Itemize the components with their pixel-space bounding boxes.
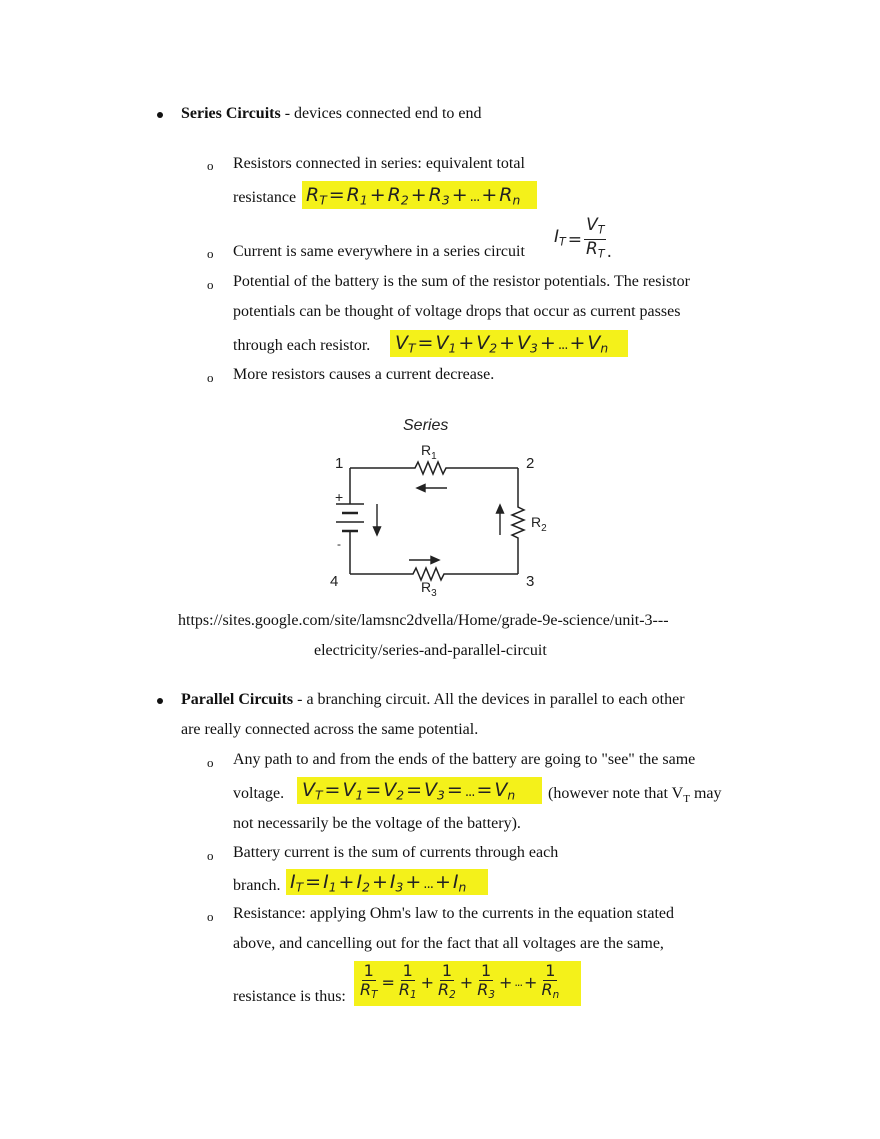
parallel-item2-line2: branch. — [233, 877, 281, 894]
parallel-item1-note: (however note that $V_T$ may — [548, 785, 722, 806]
battery — [336, 504, 364, 538]
parallel-item1-line1: Any path to and from the ends of the battery are going to "see" the same — [233, 751, 696, 768]
series-item1-line2: resistance — [233, 189, 297, 206]
parallel-item3-line1: Resistance: applying Ohm's law to the currents in the equation stated — [233, 905, 674, 922]
node-4: 4 — [330, 573, 339, 590]
formula-rt: $R_T = R_1 + R_2 + R_3$ + ... + $R_n$ — [306, 184, 521, 208]
right-wire — [512, 468, 524, 574]
sub-bullet: o — [207, 277, 214, 292]
series-heading-rest: - devices connected end to end — [280, 105, 482, 122]
sub-bullet: o — [207, 370, 214, 385]
series-item3-line1: Potential of the battery is the sum of the resistor potentials. The resistor — [233, 273, 690, 290]
top-wire — [350, 462, 518, 474]
formula-reciprocal: $\frac{1}{R_T}$ = $\frac{1}{R_1}$ + $\frac{1}{R_2}$ + $\frac{1}{R_3}$ + ... + $\frac{1}{R_n}$ — [360, 961, 560, 1002]
source-url-line2: electricity/series-and-parallel-circuit — [314, 642, 547, 659]
series-heading-line — [181, 104, 482, 124]
sub-bullet: o — [207, 909, 214, 924]
resistor-r2-label: $R_2$ — [531, 514, 547, 534]
parallel-item2-line1: Battery current is the sum of currents through each — [233, 844, 559, 861]
series-circuit-diagram — [325, 410, 555, 610]
parallel-item3-line2: above, and cancelling out for the fact that all voltages are the same, — [233, 935, 664, 952]
diagram-title: Series — [403, 417, 449, 434]
parallel-item1-line3: not necessarily be the voltage of the battery). — [233, 815, 521, 832]
current-formula: $I_T$ = $\frac{V_T}{R_T}$ . — [554, 215, 612, 262]
formula-v-parallel: $V_T = V_1 = V_2 = V_3$ = ... = $V_n$ — [302, 779, 516, 803]
parallel-heading-rest: - a branching circuit. All the devices in parallel to each other — [293, 691, 685, 708]
sub-bullet: o — [207, 246, 214, 261]
parallel-item3-line3: resistance is thus: — [233, 988, 346, 1005]
series-item3-line2: potentials can be thought of voltage drops that occur as current passes — [233, 303, 681, 320]
series-item3-line3: through each resistor. — [233, 337, 371, 354]
series-item4: More resistors causes a current decrease. — [233, 366, 495, 383]
sub-bullet: o — [207, 848, 214, 863]
bottom-wire — [350, 568, 518, 580]
parallel-item1-line2: voltage. — [233, 785, 285, 802]
resistor-r3-label: $R_3$ — [421, 579, 437, 599]
parallel-heading: Parallel Circuits — [181, 691, 294, 708]
sub-bullet: o — [207, 755, 214, 770]
battery-plus: + — [335, 489, 344, 505]
node-2: 2 — [526, 455, 535, 472]
source-url-line1: https://sites.google.com/site/lamsnc2dvella/Home/grade-9e-science/unit-3--- — [178, 612, 669, 629]
parallel-line2: are really connected across the same potential. — [181, 721, 479, 738]
battery-minus: - — [337, 537, 341, 551]
node-1: 1 — [335, 455, 344, 472]
series-item2: Current is same everywhere in a series circuit — [233, 243, 525, 260]
parallel-bullet — [157, 698, 163, 704]
series-item1-line1: Resistors connected in series: equivalent total — [233, 155, 525, 172]
series-bullet — [157, 112, 163, 118]
formula-i-parallel: $I_T = I_1 + I_2 + I_3$ + ... + $I_n$ — [290, 871, 467, 895]
series-heading: Series Circuits — [181, 105, 281, 122]
current-arrows — [374, 485, 504, 564]
sub-bullet: o — [207, 158, 214, 173]
node-3: 3 — [526, 573, 535, 590]
formula-vt: $V_T = V_1 + V_2 + V_3$ + ... + $V_n$ — [395, 332, 609, 356]
parallel-heading-line — [181, 690, 685, 710]
resistor-r1-label: $R_1$ — [421, 442, 437, 462]
